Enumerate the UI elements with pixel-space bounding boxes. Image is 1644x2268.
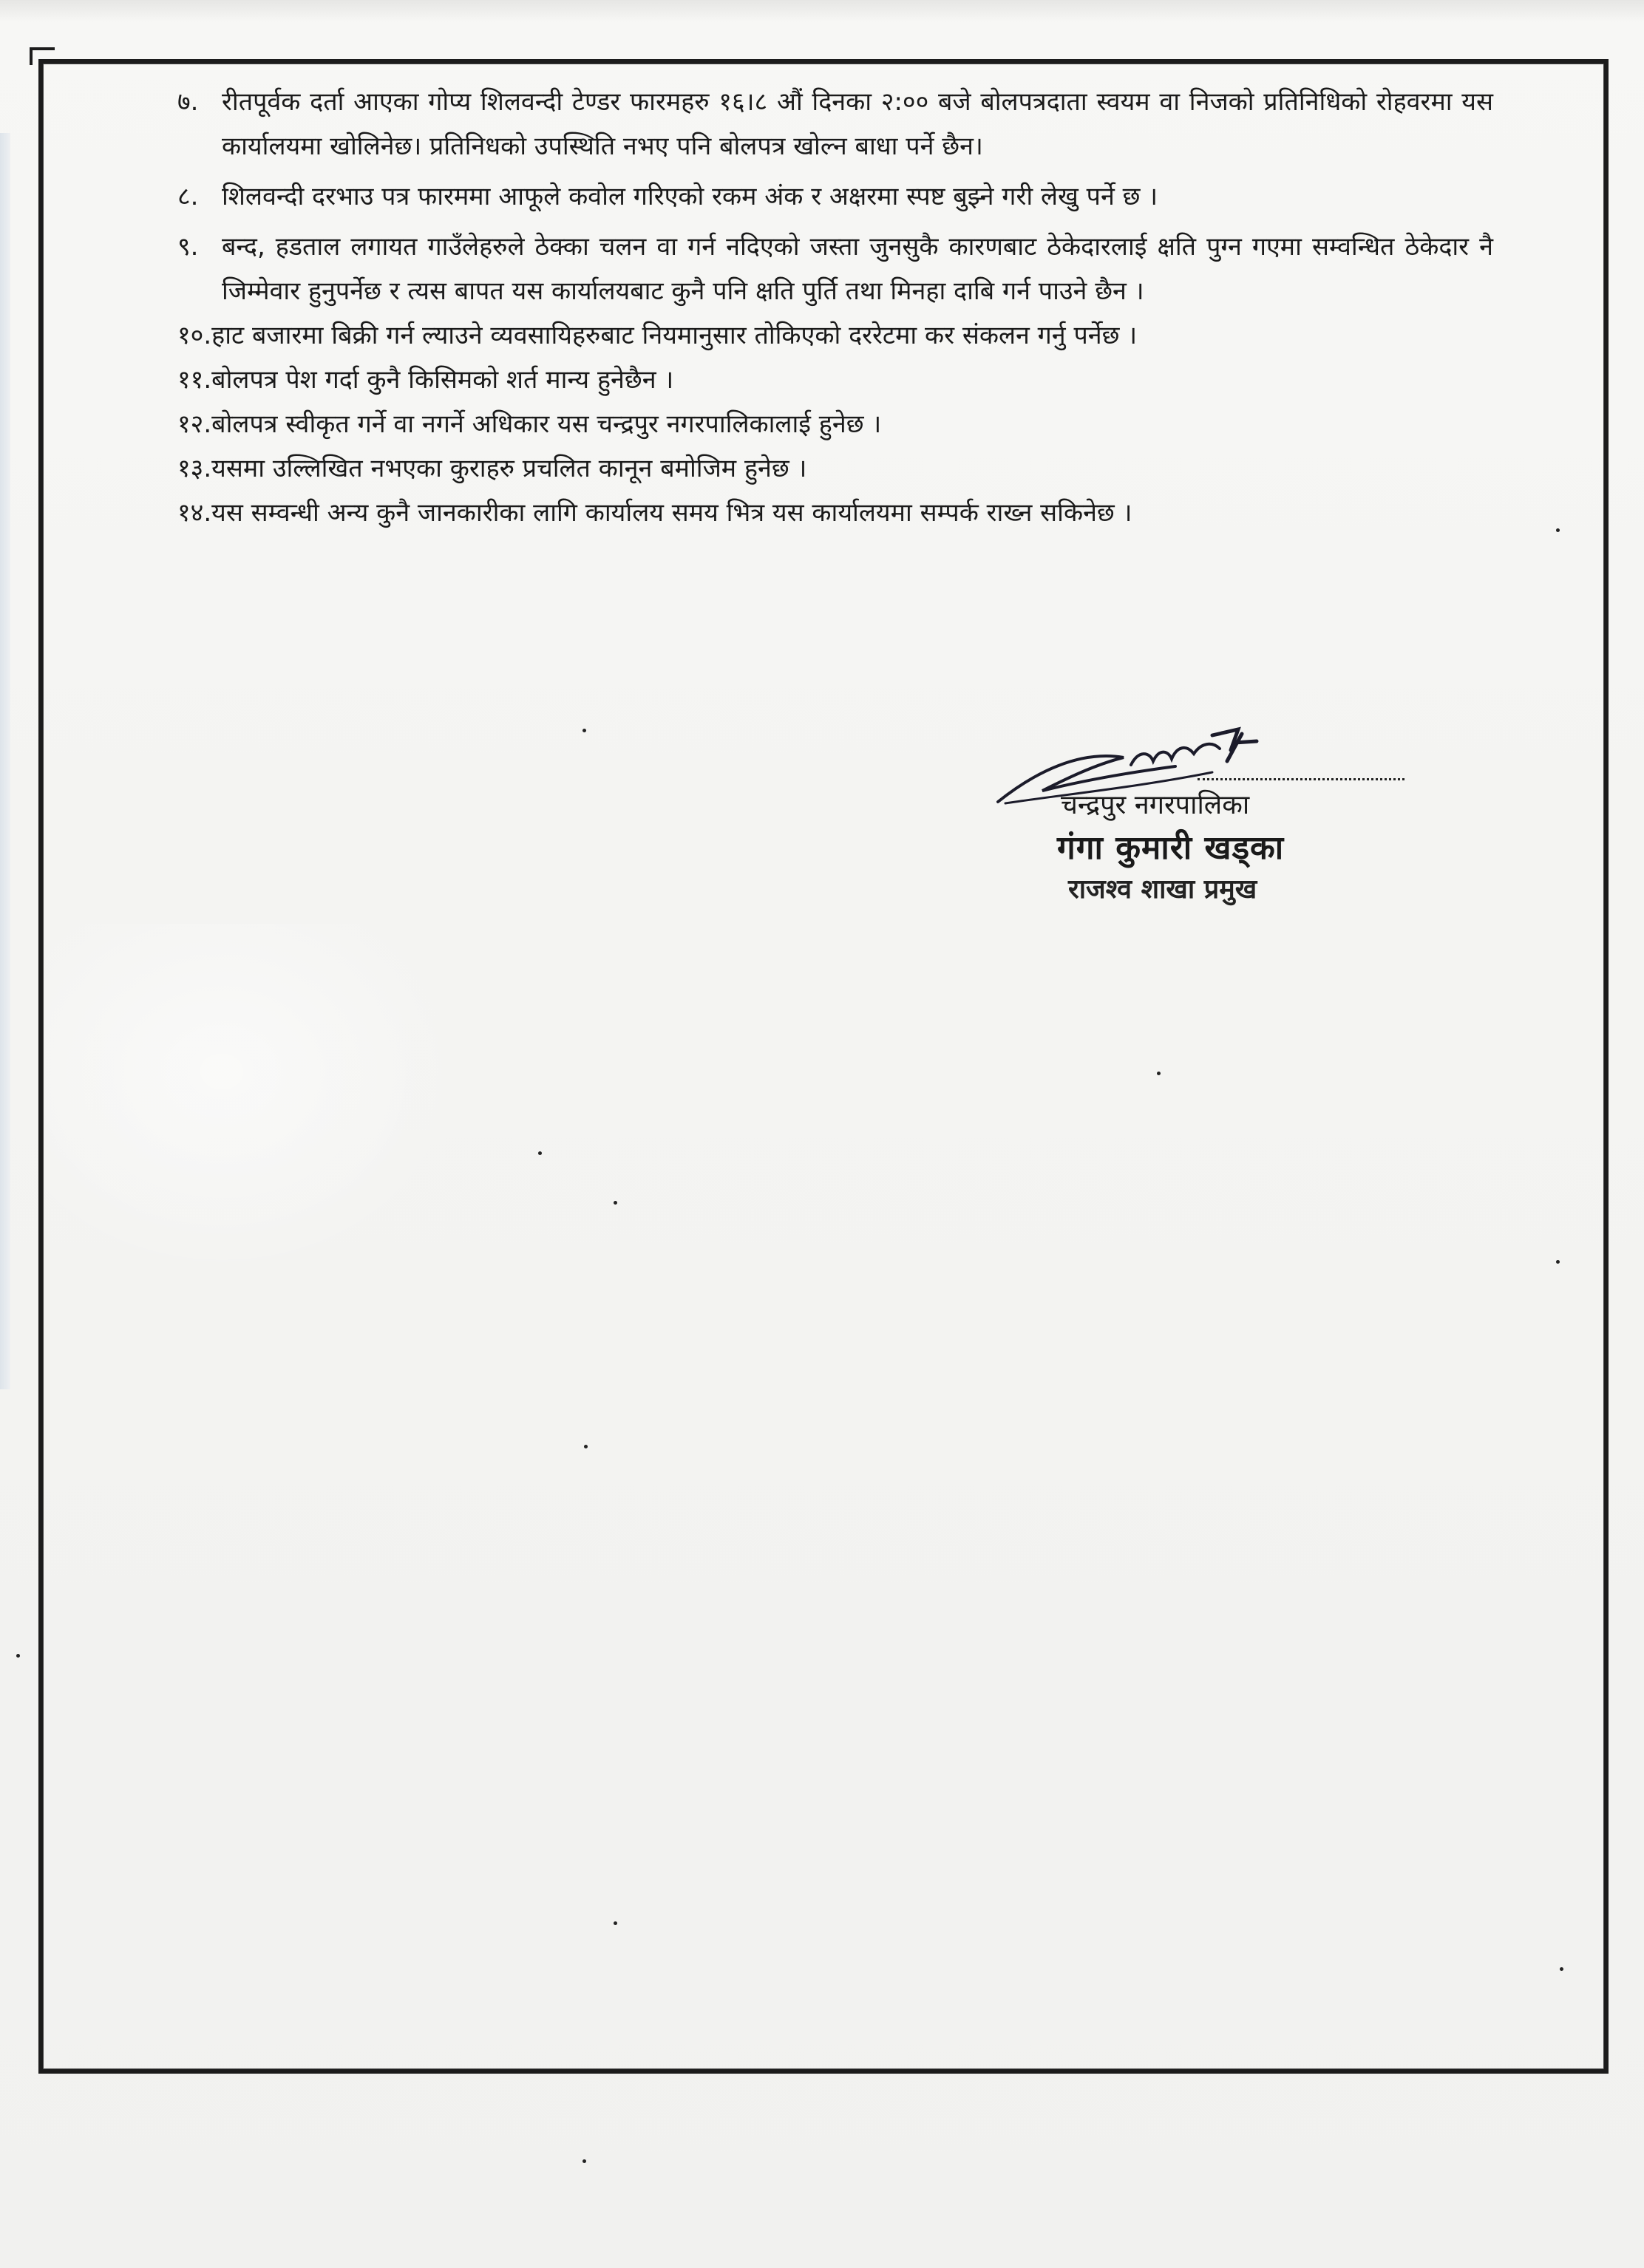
signatory-name-stamp: गंगा कुमारी खड्का	[1057, 829, 1285, 867]
condition-item-13	[177, 446, 1493, 491]
signatory-title-stamp: राजश्व शाखा प्रमुख	[1068, 874, 1257, 905]
condition-text: बोलपत्र पेश गर्दा कुनै किसिमको शर्त मान्य हुनेछैन ।	[211, 365, 674, 395]
scan-speck	[538, 1151, 542, 1155]
signatory-municipality: चन्द्रपुर नगरपालिका	[1061, 790, 1250, 820]
border-corner-mark	[30, 47, 55, 65]
condition-number: १०.	[177, 321, 212, 350]
condition-text: बोलपत्र स्वीकृत गर्ने वा नगर्ने अधिकार यस चन्द्रपुर नगरपालिकालाई हुनेछ ।	[211, 409, 882, 439]
condition-item-8	[177, 174, 1493, 219]
scan-speck	[582, 729, 586, 732]
condition-number: ७.	[177, 87, 199, 117]
condition-item-14	[177, 491, 1493, 535]
scan-speck	[582, 2159, 586, 2163]
scan-speck	[1556, 528, 1560, 532]
scan-speck	[1157, 1072, 1161, 1075]
notice-conditions-list	[177, 80, 1493, 535]
scan-top-shadow	[0, 0, 1644, 22]
scan-left-edge	[0, 133, 10, 1389]
scan-speck	[614, 1921, 617, 1925]
condition-text: रीतपूर्वक दर्ता आएका गोप्य शिलवन्दी टेण्डर फारमहरु १६।८ औं दिनका २:०० बजे बोलपत्रदाता स्वयम वा निजको प्रतिनिधिको रोहवरमा यस कार्यालयमा खोलिनेछ। प्रतिनिधको उपस्थिति नभए पनि बोलपत्र खोल्न बाधा पर्ने छैन।	[222, 87, 1493, 161]
condition-item-12	[177, 402, 1493, 446]
condition-number: ११.	[177, 365, 212, 395]
scan-speck	[1560, 1967, 1563, 1971]
signature-block	[991, 721, 1404, 927]
condition-number: १२.	[177, 409, 212, 439]
condition-item-9	[177, 225, 1493, 313]
scan-speck	[614, 1201, 617, 1205]
condition-number: ९.	[177, 232, 199, 262]
condition-number: ८.	[177, 182, 199, 211]
scan-speck	[584, 1445, 588, 1448]
scan-speck	[1556, 1260, 1560, 1264]
signature-dotted-line	[1198, 778, 1404, 780]
condition-text: हाट बजारमा बिक्री गर्न ल्याउने व्यवसायिहरुबाट नियमानुसार तोकिएको दररेटमा कर संकलन गर्नु पर्नेछ ।	[211, 321, 1138, 350]
condition-text: बन्द, हडताल लगायत गाउँलेहरुले ठेक्का चलन वा गर्न नदिएको जस्ता जुनसुकै कारणबाट ठेकेदारलाई क्षति पुग्न गएमा सम्वन्धित ठेकेदार नै जिम्मेवार हुनुपर्नेछ र त्यस बापत यस कार्यालयबाट कुनै पनि क्षति पुर्ति तथा मिनहा दाबि गर्न पाउने छैन ।	[222, 232, 1493, 306]
condition-number: १४.	[177, 498, 212, 528]
condition-text: शिलवन्दी दरभाउ पत्र फारममा आफूले कवोल गरिएको रकम अंक र अक्षरमा स्पष्ट बुझ्ने गरी लेखु पर्ने छ ।	[222, 182, 1158, 211]
condition-item-10	[177, 313, 1493, 358]
condition-number: १३.	[177, 454, 212, 483]
condition-item-11	[177, 358, 1493, 402]
condition-item-7	[177, 80, 1493, 168]
condition-text: यस सम्वन्धी अन्य कुनै जानकारीका लागि कार्यालय समय भित्र यस कार्यालयमा सम्पर्क राख्न सकिनेछ ।	[211, 498, 1132, 528]
condition-text: यसमा उल्लिखित नभएका कुराहरु प्रचलित कानून बमोजिम हुनेछ ।	[211, 454, 807, 483]
scan-speck	[16, 1654, 20, 1658]
